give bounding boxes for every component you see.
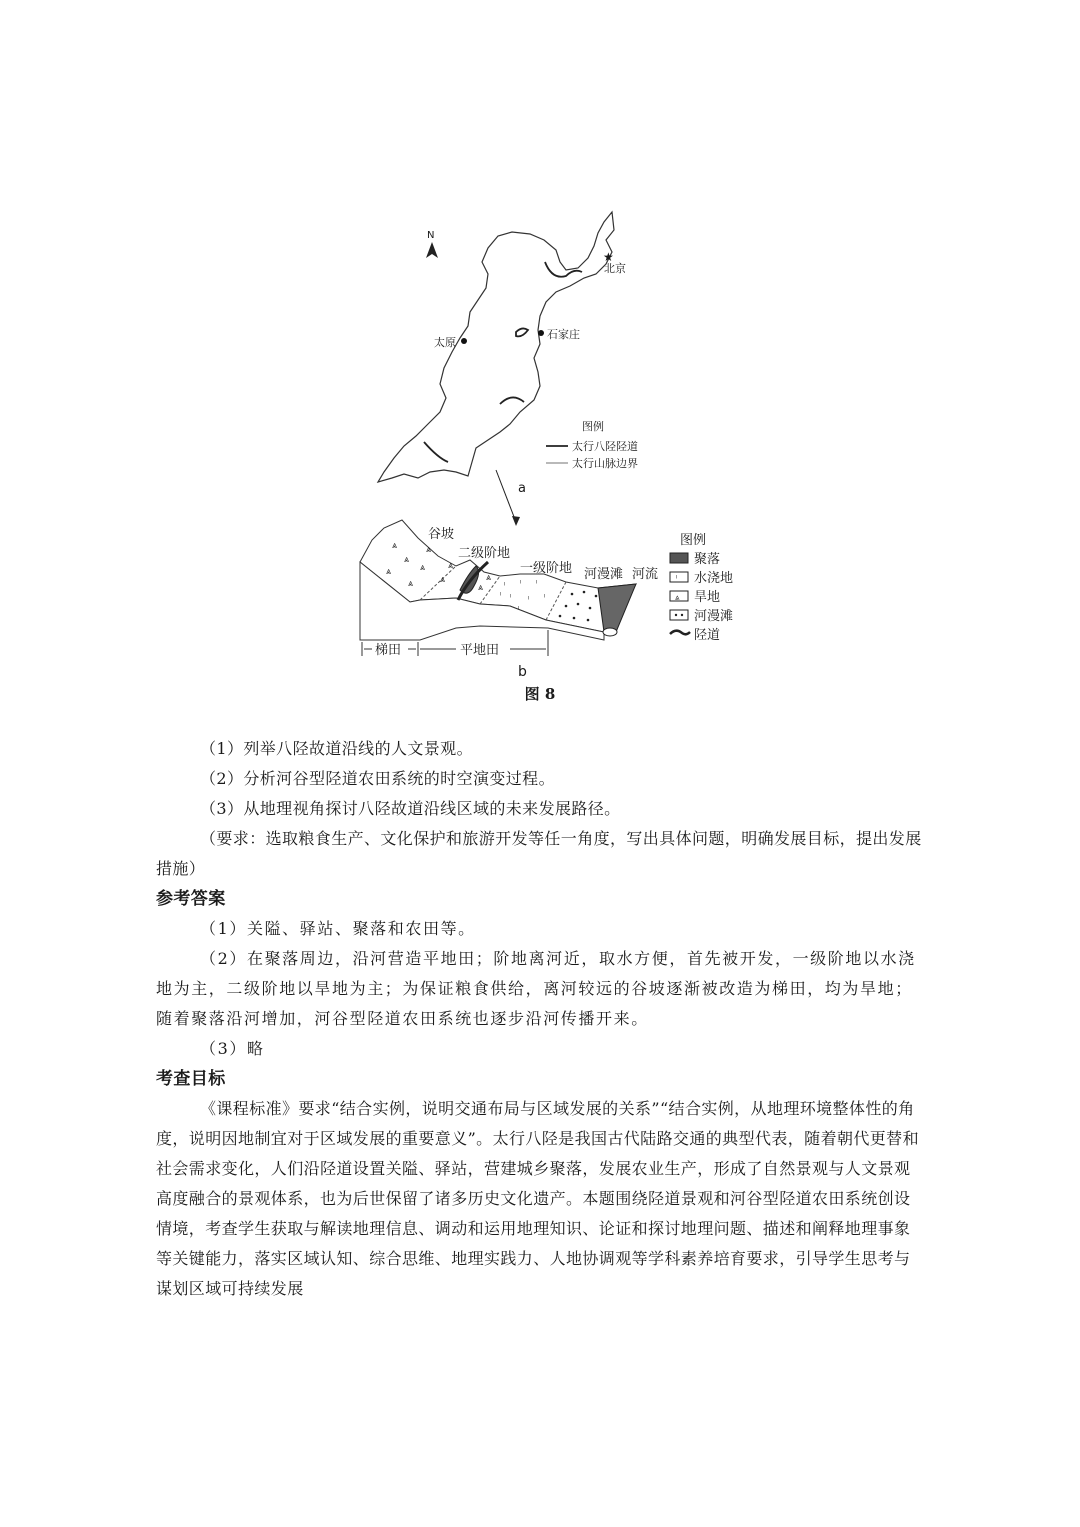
river: [598, 584, 636, 632]
map-pointer-label: a: [518, 481, 526, 496]
city-label-beijing: 北京: [604, 262, 626, 275]
profile-legend-item: 聚落: [694, 552, 721, 567]
label-floodplain: 河漫滩: [584, 567, 624, 582]
map-legend-title: 图例: [582, 420, 604, 433]
svg-text:ˡ: ˡ: [504, 581, 506, 590]
svg-text:ˡ: ˡ: [676, 574, 678, 583]
answer-section-title: 参考答案: [156, 889, 226, 909]
north-arrow-icon: [426, 230, 438, 258]
star-icon: ★: [603, 250, 614, 264]
profile-legend: [670, 533, 733, 643]
map-legend-item: 太行八陉陉道: [572, 440, 638, 453]
city-taiyuan: [434, 335, 467, 349]
city-label-shijiazhuang: 石家庄: [547, 328, 580, 341]
label-river: 河流: [632, 567, 659, 582]
answer-2: （2）在聚落周边，沿河营造平地田；阶地离河近，取水方便，首先被开发，一级阶地以水浇地为主，二级阶地以旱地为主；为保证粮食供给，离河较远的谷坡逐渐被改造为梯田，均为旱地；随着聚落沿河增加，河谷型陉道农田系统也逐步沿河传播开来。: [156, 949, 916, 1028]
svg-text:⩓: ⩓: [478, 583, 484, 593]
pass-route: [500, 397, 524, 404]
map-legend: [546, 419, 638, 470]
pointer-line: [496, 470, 516, 522]
city-beijing: [603, 250, 626, 275]
svg-text:ˡ: ˡ: [510, 593, 512, 602]
answer-list: [156, 914, 924, 1064]
svg-text:ˡ: ˡ: [536, 579, 538, 588]
svg-text:ˡ: ˡ: [518, 605, 520, 614]
svg-text:ˡ: ˡ: [528, 595, 530, 604]
svg-text:⩓: ⩓: [408, 579, 414, 589]
map-legend-item: 太行山脉边界: [572, 457, 638, 470]
question-2: （2）分析河谷型陉道农田系统的时空演变过程。: [200, 769, 555, 788]
question-requirement: （要求：选取粮食生产、文化保护和旅游开发等任一角度，写出具体问题，明确发展目标，提出发展措施）: [156, 829, 922, 878]
svg-text:⩓: ⩓: [420, 563, 426, 573]
svg-text:⩓: ⩓: [440, 575, 446, 585]
label-terrace1: 一级阶地: [520, 561, 573, 576]
profile-legend-item: 旱地: [694, 590, 721, 605]
question-1: （1）列举八陉故道沿线的人文景观。: [200, 739, 473, 758]
taihang-map: [378, 212, 638, 526]
svg-text:⩓: ⩓: [426, 545, 432, 555]
valley-profile: [360, 520, 733, 680]
svg-text:ˡ: ˡ: [544, 593, 546, 602]
pass-route: [516, 328, 528, 336]
svg-text:⩓: ⩓: [486, 573, 492, 583]
answer-1: （1）关隘、驿站、聚落和农田等。: [200, 919, 476, 938]
label-flat-field: 平地田: [460, 643, 500, 658]
svg-text:⩓: ⩓: [448, 561, 454, 571]
document-body: [156, 734, 924, 1304]
objective-section-title: 考查目标: [156, 1069, 226, 1089]
profile-sublabel: b: [518, 664, 527, 680]
north-label: N: [427, 230, 435, 241]
svg-text:⩓: ⩓: [392, 541, 398, 551]
arrow-icon: [512, 516, 520, 526]
answer-3: （3）略: [200, 1039, 265, 1058]
profile-legend-item: 水浇地: [694, 571, 734, 586]
svg-text:ˡ: ˡ: [520, 579, 522, 588]
label-slope: 谷坡: [428, 527, 455, 542]
figure-caption: 图 8: [524, 685, 556, 703]
objective-paragraph: 《课程标准》要求“结合实例，说明交通布局与区域发展的关系”“结合实例，从地理环境整体性的角度，说明因地制宜对于区域发展的重要意义”。太行八陉是我国古代陆路交通的典型代表，随着朝代更替和社会需求变化，人们沿陉道设置关隘、驿站，营建城乡聚落，发展农业生产，形成了自然景观与人文景观高度融合的景观体系，也为后世保留了诸多历史文化遗产。本题围绕陉道景观和河谷型陉道农田系统创设情境，考查学生获取与解读地理信息、调动和运用地理知识、论证和探讨地理问题、描述和阐释地理事象等关键能力，落实区域认知、综合思维、地理实践力、人地协调观等学科素养培育要求，引导学生思考与谋划区域可持续发展: [156, 1099, 919, 1298]
question-3: （3）从地理视角探讨八陉故道沿线区域的未来发展路径。: [200, 799, 621, 818]
pass-route: [545, 262, 582, 277]
svg-text:ˡ: ˡ: [500, 591, 502, 600]
profile-legend-item: 陉道: [694, 628, 721, 643]
label-terrace2: 二级阶地: [458, 546, 511, 561]
river-end: [603, 628, 617, 636]
label-terraced-field: 梯田: [375, 643, 402, 658]
profile-legend-title: 图例: [680, 533, 707, 548]
profile-legend-item: 河漫滩: [694, 609, 734, 624]
city-label-taiyuan: 太原: [434, 336, 456, 349]
pass-route: [424, 442, 448, 462]
figure-8: [0, 0, 1080, 700]
city-shijiazhuang: [538, 327, 580, 341]
svg-text:⩓: ⩓: [386, 567, 392, 577]
svg-text:⩓: ⩓: [404, 555, 410, 565]
svg-text:⩓: ⩓: [675, 593, 680, 602]
